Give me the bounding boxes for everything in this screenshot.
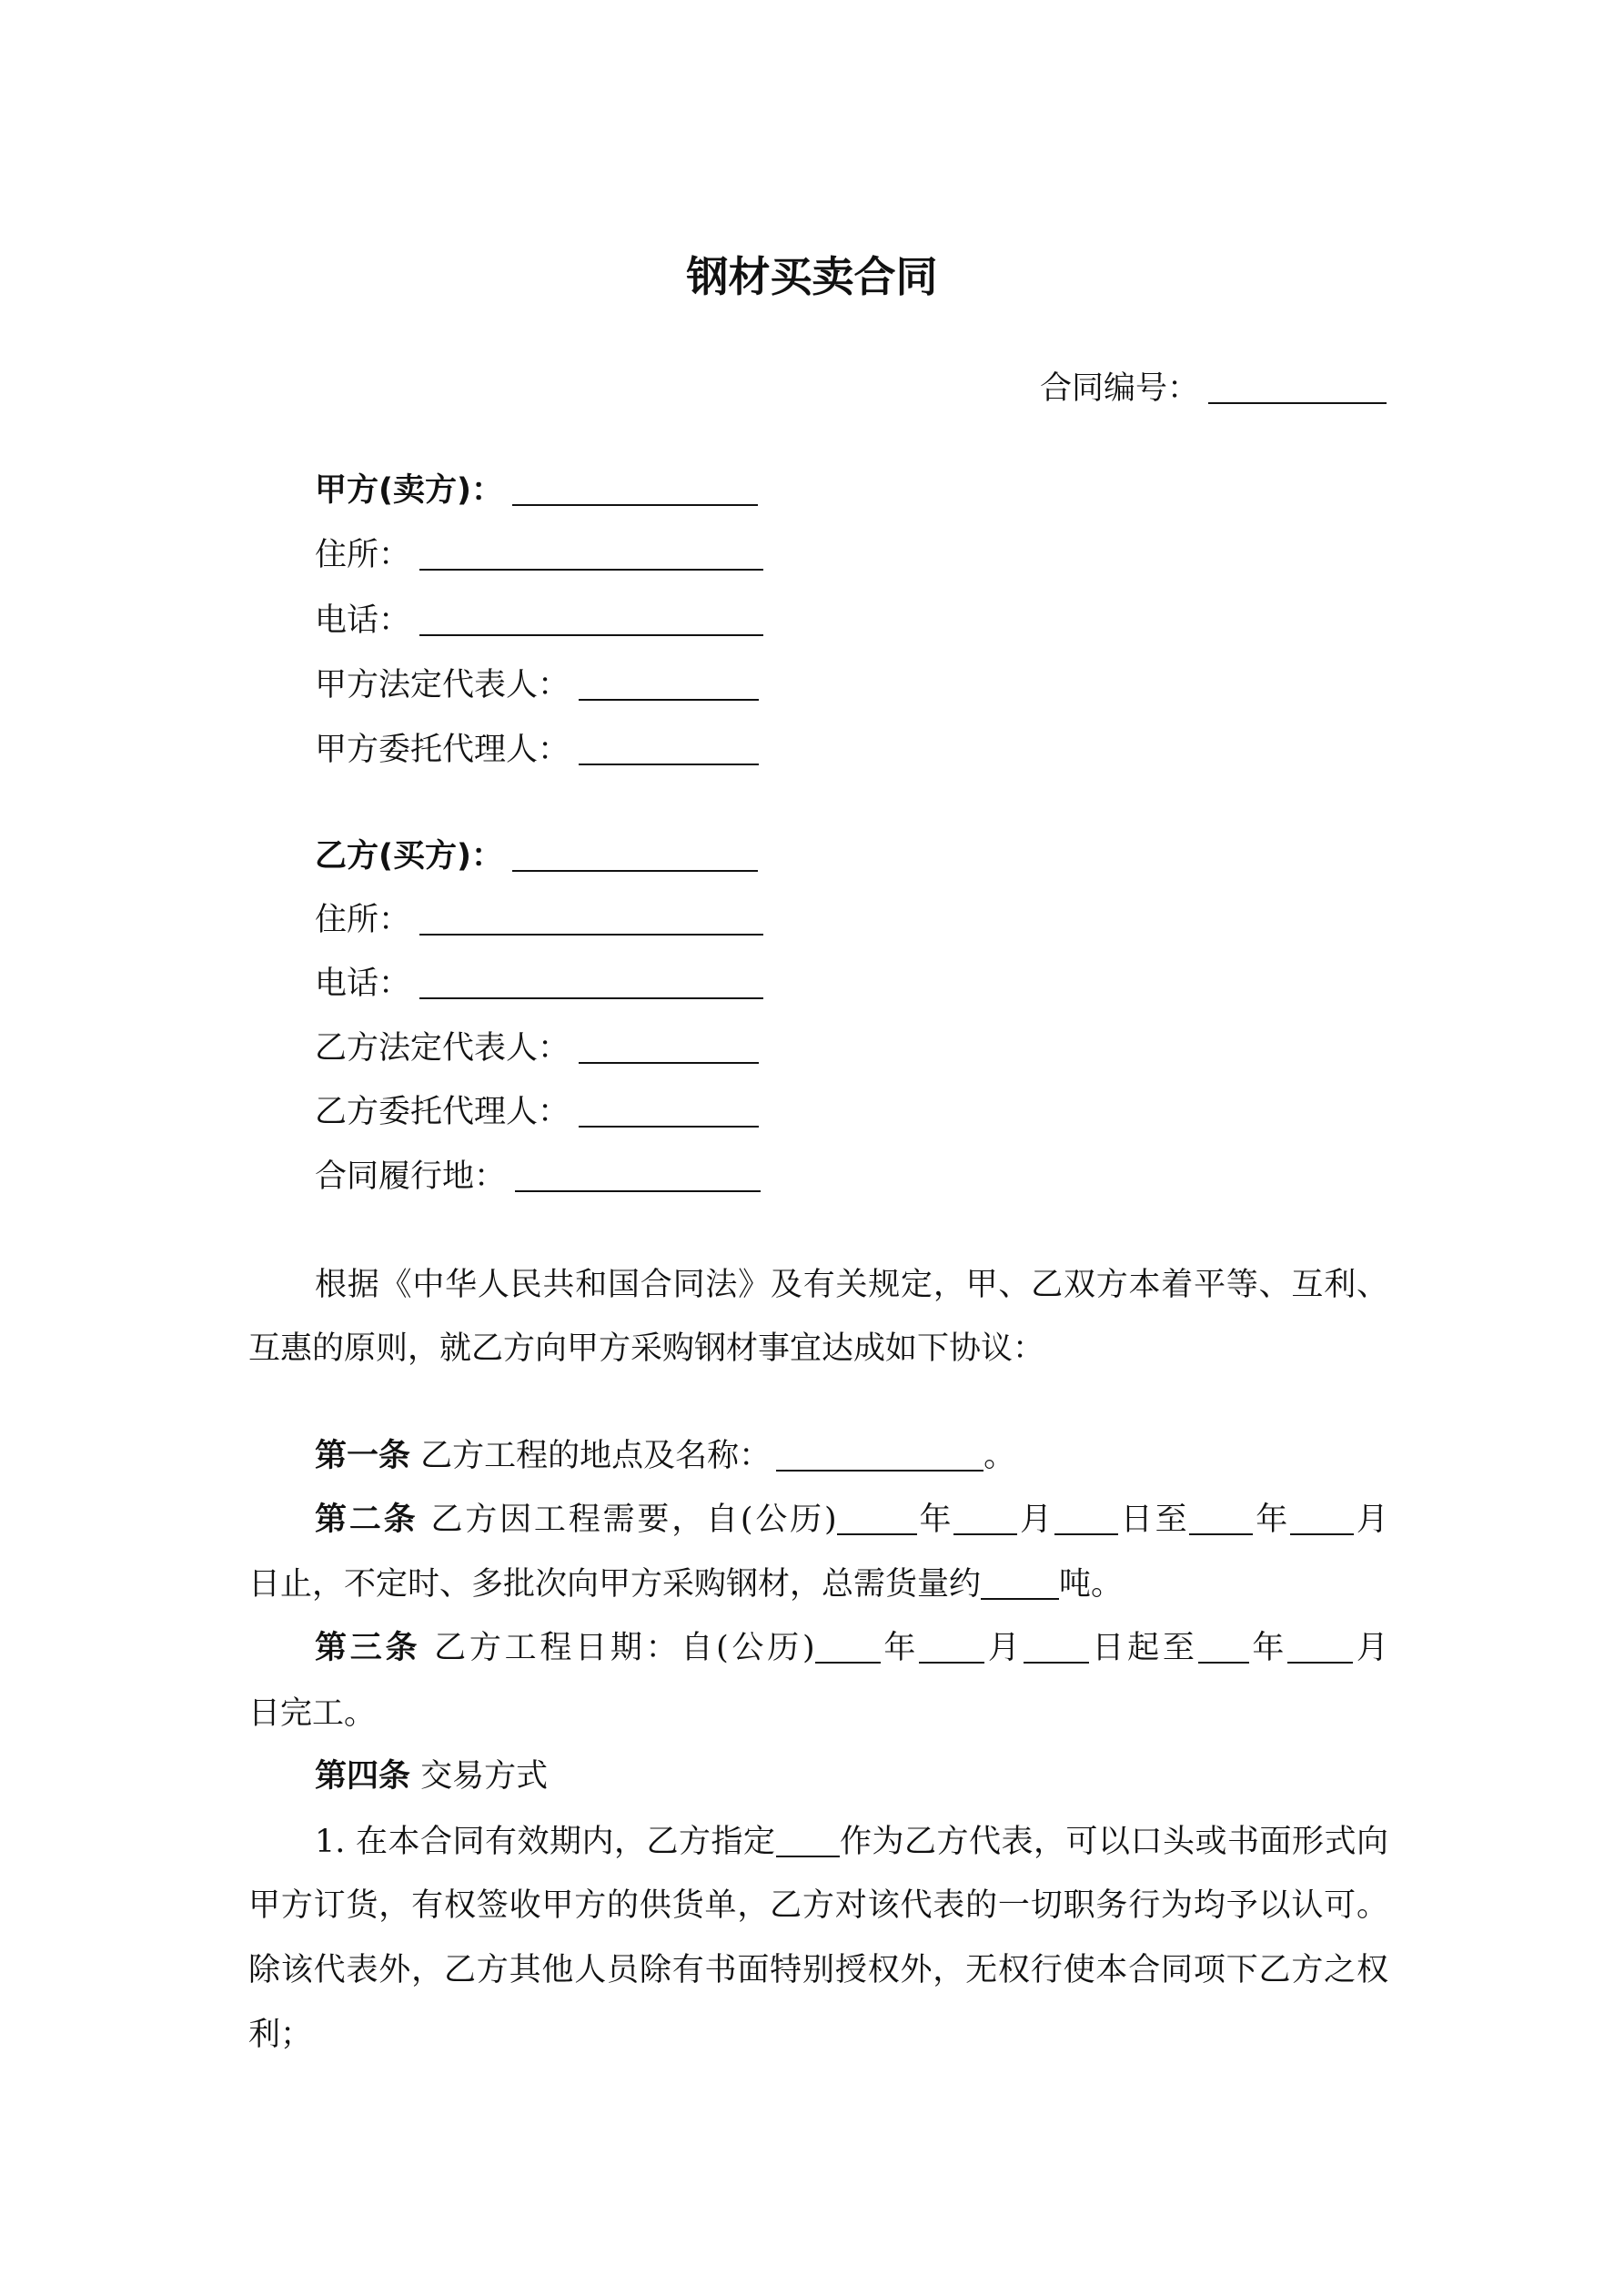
- article-2-blank[interactable]: [1290, 1506, 1354, 1535]
- article-2-blank[interactable]: [1189, 1506, 1253, 1535]
- article-2-blank[interactable]: [953, 1506, 1017, 1535]
- article-2-text: 乙方因工程需要，自(公历): [430, 1502, 837, 1538]
- party-b-agent-blank[interactable]: [579, 1098, 759, 1128]
- party-b-address-label: 住所：: [315, 902, 411, 938]
- article-1-blank[interactable]: [776, 1442, 983, 1472]
- party-b-blank[interactable]: [512, 843, 758, 872]
- party-b-phone-blank[interactable]: [419, 970, 763, 999]
- contract-number-label: 合同编号：: [1040, 370, 1200, 407]
- performance-place: [315, 1154, 761, 1199]
- party-b-legal-rep: [315, 1026, 759, 1071]
- article-3-year2: 年: [1248, 1630, 1288, 1666]
- party-b-agent: [315, 1089, 759, 1135]
- article-4-representative-blank[interactable]: [776, 1828, 840, 1857]
- article-1-text: 乙方工程的地点及名称：: [420, 1438, 772, 1474]
- party-b-address-blank[interactable]: [419, 906, 763, 936]
- party-a-address-label: 住所：: [315, 537, 411, 573]
- article-3-month2: 月: [1353, 1630, 1388, 1666]
- article-2-blank[interactable]: [837, 1506, 917, 1535]
- party-a-phone: [315, 598, 763, 643]
- article-3-line-1: [315, 1625, 1388, 1671]
- performance-place-label: 合同履行地：: [315, 1158, 507, 1195]
- party-a-blank[interactable]: [512, 477, 758, 506]
- party-a-agent-blank[interactable]: [579, 736, 759, 765]
- article-1-label: 第一条: [315, 1438, 411, 1474]
- party-a-legal-rep-blank[interactable]: [579, 672, 759, 701]
- article-3-blank[interactable]: [919, 1634, 984, 1664]
- party-b-agent-label: 乙方委托代理人：: [315, 1094, 570, 1130]
- article-3-blank[interactable]: [1024, 1634, 1089, 1664]
- party-b-address: [315, 897, 763, 943]
- article-4-heading: [315, 1754, 548, 1799]
- article-3-year: 年: [880, 1630, 920, 1666]
- article-3-day-to: 日起至: [1088, 1630, 1198, 1666]
- document-title: 钢材买卖合同: [686, 252, 938, 301]
- party-b-heading: [315, 834, 758, 879]
- party-a-address: [315, 532, 763, 578]
- party-a-phone-blank[interactable]: [419, 607, 763, 636]
- party-b-label: 乙方(买方)：: [315, 838, 503, 875]
- party-a-address-blank[interactable]: [419, 541, 763, 571]
- article-2-month: 月: [1017, 1502, 1054, 1538]
- party-a-legal-rep-label: 甲方法定代表人：: [315, 667, 570, 703]
- article-1: [315, 1433, 1015, 1479]
- article-4-item-1-text-b: 作为乙方代表，可以口头或书面形式向: [839, 1824, 1388, 1860]
- performance-place-blank[interactable]: [515, 1163, 761, 1192]
- preamble-line-2: 互惠的原则，就乙方向甲方采购钢材事宜达成如下协议：: [248, 1330, 1045, 1367]
- article-3-line-2: 日完工。: [248, 1695, 377, 1732]
- article-2-line-2-text: 日止，不定时、多批次向甲方采购钢材，总需货量约: [248, 1566, 982, 1603]
- article-2-line-2: [248, 1562, 1123, 1607]
- article-2-label: 第二条: [315, 1502, 419, 1538]
- contract-number-field[interactable]: [1040, 366, 1387, 411]
- party-a-heading: [315, 468, 758, 513]
- contract-number-blank[interactable]: [1208, 375, 1387, 404]
- party-b-phone-label: 电话：: [315, 966, 411, 1002]
- article-2-blank[interactable]: [1054, 1506, 1118, 1535]
- article-4-item-1-line-3: 除该代表外，乙方其他人员除有书面特别授权外，无权行使本合同项下乙方之权: [248, 1952, 1388, 1988]
- article-4-text: 交易方式: [420, 1758, 549, 1795]
- article-3-blank[interactable]: [815, 1634, 881, 1664]
- article-4-label: 第四条: [315, 1758, 411, 1795]
- article-2-line-1: [315, 1497, 1388, 1542]
- article-2-day-to: 日至: [1117, 1502, 1190, 1538]
- article-4-item-1-line-2: 甲方订货，有权签收甲方的供货单，乙方对该代表的一切职务行为均予以认可。: [248, 1887, 1388, 1924]
- party-a-agent: [315, 727, 759, 773]
- party-a-label: 甲方(卖方)：: [315, 472, 503, 509]
- article-3-text: 乙方工程日期：自(公历): [434, 1630, 815, 1666]
- article-2-tonnage-blank[interactable]: [981, 1571, 1059, 1600]
- article-4-item-1-text-a: 1. 在本合同有效期内，乙方指定: [315, 1824, 776, 1860]
- preamble-line-1: 根据《中华人民共和国合同法》及有关规定，甲、乙双方本着平等、互利、: [315, 1267, 1388, 1303]
- article-2-year: 年: [916, 1502, 954, 1538]
- party-a-phone-label: 电话：: [315, 602, 411, 639]
- party-a-legal-rep: [315, 663, 759, 708]
- article-2-year2: 年: [1253, 1502, 1291, 1538]
- article-4-item-1-line-1: [315, 1819, 1388, 1865]
- article-3-label: 第三条: [315, 1630, 421, 1666]
- article-1-end: 。: [983, 1438, 1016, 1474]
- party-b-legal-rep-label: 乙方法定代表人：: [315, 1030, 570, 1067]
- article-2-unit: 吨。: [1059, 1566, 1124, 1603]
- article-2-month2: 月: [1354, 1502, 1388, 1538]
- party-a-agent-label: 甲方委托代理人：: [315, 732, 570, 768]
- party-b-phone: [315, 961, 763, 1006]
- article-3-blank[interactable]: [1198, 1634, 1249, 1664]
- article-3-month: 月: [984, 1630, 1024, 1666]
- article-4-item-1-line-4: 利；: [248, 2017, 313, 2053]
- party-b-legal-rep-blank[interactable]: [579, 1035, 759, 1064]
- article-3-blank[interactable]: [1287, 1634, 1353, 1664]
